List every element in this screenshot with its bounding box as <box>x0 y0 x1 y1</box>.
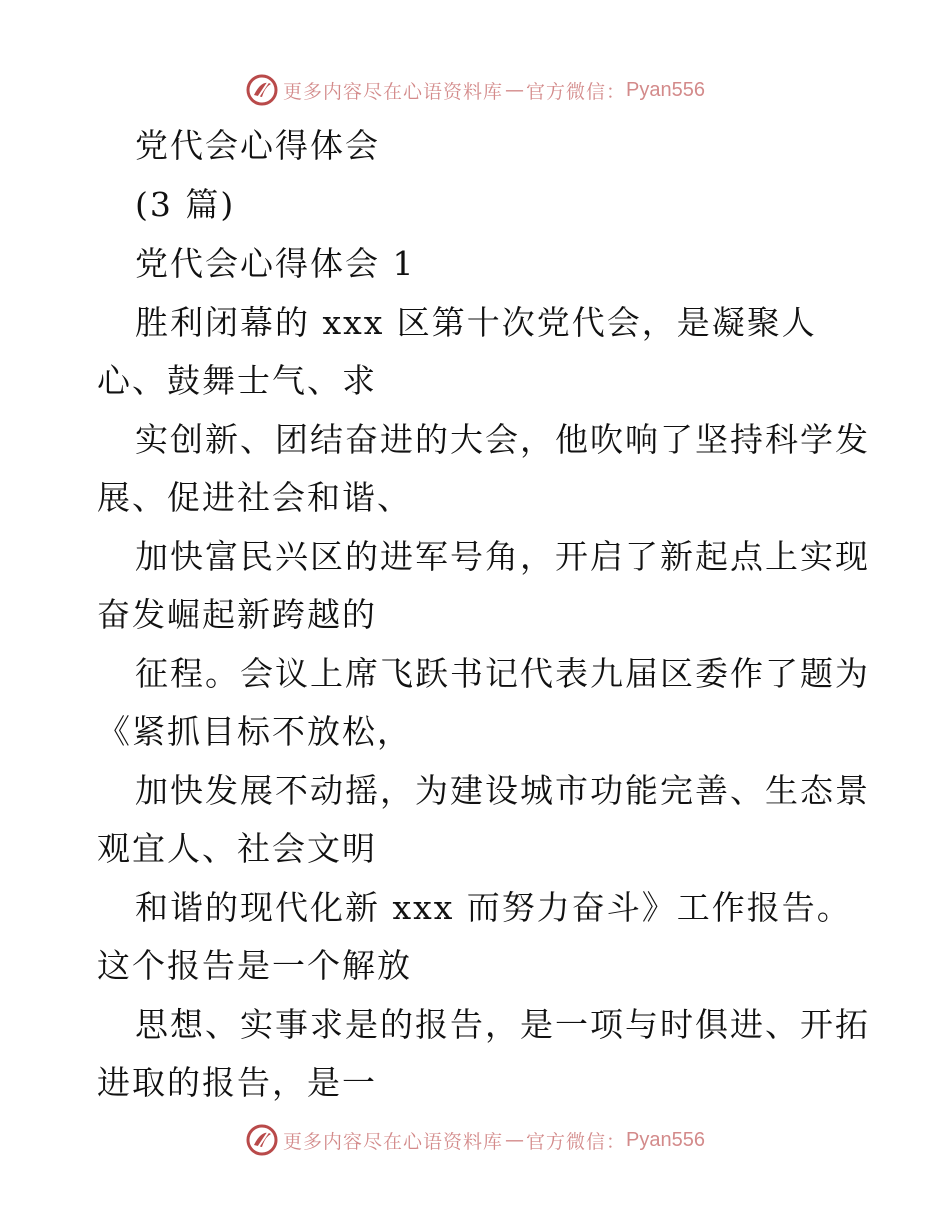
watermark-text-a: 更多内容尽在心语资料库 <box>283 80 504 103</box>
watermark-text-a: 更多内容尽在心语资料库 <box>283 1130 504 1153</box>
paragraph-line: 实创新、团结奋进的大会，他吹响了坚持科学发 <box>135 420 870 459</box>
paragraph-line: 心、鼓舞士气、求 <box>97 361 377 400</box>
paragraph-line: 和谐的现代化新 xxx 而努力奋斗》工作报告。 <box>135 888 852 927</box>
paragraph-line: 奋发崛起新跨越的 <box>97 595 377 634</box>
watermark-dash: — <box>505 1129 525 1151</box>
watermark-account: Pyan556 <box>626 1128 705 1151</box>
watermark-account: Pyan556 <box>626 78 705 101</box>
red-seal-logo-icon <box>245 73 279 107</box>
paragraph-line: 思想、实事求是的报告，是一项与时俱进、开拓 <box>135 1005 870 1044</box>
section-heading: 党代会心得体会 1 <box>135 244 416 283</box>
paragraph-line: 《紧抓目标不放松， <box>97 712 412 751</box>
red-seal-logo-icon <box>245 1123 279 1157</box>
paragraph-line: 征程。会议上席飞跃书记代表九届区委作了题为 <box>135 654 870 693</box>
paragraph-line: 这个报告是一个解放 <box>97 946 412 985</box>
paragraph-line: 进取的报告，是一 <box>97 1063 377 1102</box>
paragraph-line: 观宜人、社会文明 <box>97 829 377 868</box>
watermark-text-b: 官方微信： <box>526 1130 627 1153</box>
paragraph-line: 加快富民兴区的进军号角，开启了新起点上实现 <box>135 537 870 576</box>
doc-title: 党代会心得体会 <box>135 126 380 165</box>
watermark-text-b: 官方微信： <box>526 80 627 103</box>
paragraph-line: 展、促进社会和谐、 <box>97 478 412 517</box>
doc-subtitle: (3 篇) <box>135 185 236 224</box>
footer-watermark <box>0 1120 950 1160</box>
paragraph-line: 胜利闭幕的 xxx 区第十次党代会，是凝聚人 <box>135 303 817 342</box>
header-watermark <box>0 70 950 110</box>
paragraph-line: 加快发展不动摇，为建设城市功能完善、生态景 <box>135 771 870 810</box>
watermark-dash: — <box>505 79 525 101</box>
